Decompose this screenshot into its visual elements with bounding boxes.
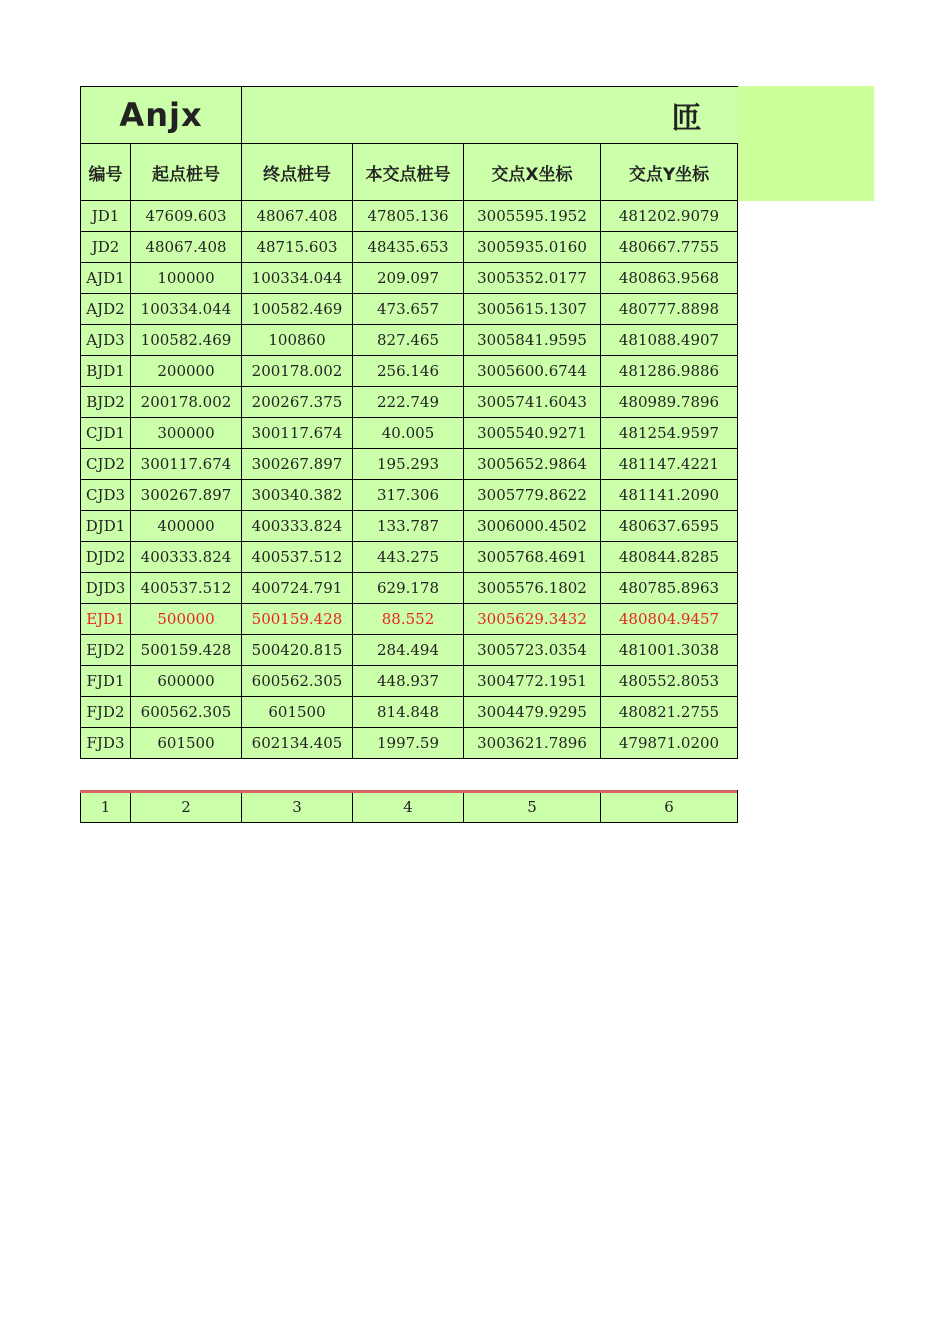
table-body bbox=[81, 201, 738, 759]
footer-index-cell[interactable]: 1 bbox=[81, 791, 131, 823]
title-fill-extension bbox=[737, 86, 874, 201]
cell-y-coordinate[interactable]: 480863.9568 bbox=[601, 263, 738, 294]
cell-y-coordinate[interactable]: 481141.2090 bbox=[601, 480, 738, 511]
cell-start-station[interactable]: 100334.044 bbox=[131, 294, 242, 325]
column-header-y-coordinate[interactable]: 交点Y坐标 bbox=[601, 144, 738, 201]
cell-start-station[interactable]: 100582.469 bbox=[131, 325, 242, 356]
title-left: Anjx bbox=[81, 87, 242, 144]
cell-x-coordinate[interactable]: 3005576.1802 bbox=[464, 573, 601, 604]
cell-y-coordinate[interactable]: 480989.7896 bbox=[601, 387, 738, 418]
column-header-x-coordinate[interactable]: 交点X坐标 bbox=[464, 144, 601, 201]
cell-id[interactable]: DJD2 bbox=[81, 542, 131, 573]
cell-intersection-station[interactable]: 443.275 bbox=[353, 542, 464, 573]
cell-start-station[interactable]: 600000 bbox=[131, 666, 242, 697]
table-row bbox=[81, 511, 738, 542]
table-row bbox=[81, 666, 738, 697]
cell-start-station[interactable]: 47609.603 bbox=[131, 201, 242, 232]
cell-x-coordinate[interactable]: 3005352.0177 bbox=[464, 263, 601, 294]
cell-end-station[interactable]: 48067.408 bbox=[242, 201, 353, 232]
table-row bbox=[81, 697, 738, 728]
cell-end-station[interactable]: 100582.469 bbox=[242, 294, 353, 325]
cell-intersection-station[interactable]: 317.306 bbox=[353, 480, 464, 511]
cell-y-coordinate[interactable]: 480785.8963 bbox=[601, 573, 738, 604]
cell-id[interactable]: CJD2 bbox=[81, 449, 131, 480]
cell-end-station[interactable]: 400333.824 bbox=[242, 511, 353, 542]
cell-start-station[interactable]: 100000 bbox=[131, 263, 242, 294]
cell-id[interactable]: AJD3 bbox=[81, 325, 131, 356]
cell-end-station[interactable]: 500159.428 bbox=[242, 604, 353, 635]
cell-y-coordinate[interactable]: 480821.2755 bbox=[601, 697, 738, 728]
cell-start-station[interactable]: 601500 bbox=[131, 728, 242, 759]
cell-y-coordinate[interactable]: 479871.0200 bbox=[601, 728, 738, 759]
cell-intersection-station[interactable]: 47805.136 bbox=[353, 201, 464, 232]
cell-intersection-station[interactable]: 48435.653 bbox=[353, 232, 464, 263]
cell-intersection-station[interactable]: 222.749 bbox=[353, 387, 464, 418]
cell-intersection-station[interactable]: 473.657 bbox=[353, 294, 464, 325]
cell-id[interactable]: CJD1 bbox=[81, 418, 131, 449]
table-row bbox=[81, 728, 738, 759]
cell-x-coordinate[interactable]: 3005741.6043 bbox=[464, 387, 601, 418]
cell-intersection-station[interactable]: 209.097 bbox=[353, 263, 464, 294]
table-row bbox=[81, 604, 738, 635]
cell-start-station[interactable]: 200178.002 bbox=[131, 387, 242, 418]
cell-y-coordinate[interactable]: 480844.8285 bbox=[601, 542, 738, 573]
cell-x-coordinate[interactable]: 3005841.9595 bbox=[464, 325, 601, 356]
cell-intersection-station[interactable]: 133.787 bbox=[353, 511, 464, 542]
table-row bbox=[81, 232, 738, 263]
cell-end-station[interactable]: 100860 bbox=[242, 325, 353, 356]
column-header-id[interactable]: 编号 bbox=[81, 144, 131, 201]
cell-end-station[interactable]: 600562.305 bbox=[242, 666, 353, 697]
cell-end-station[interactable]: 400537.512 bbox=[242, 542, 353, 573]
cell-id[interactable]: CJD3 bbox=[81, 480, 131, 511]
cell-x-coordinate[interactable]: 3005779.8622 bbox=[464, 480, 601, 511]
column-header-start-station[interactable]: 起点桩号 bbox=[131, 144, 242, 201]
cell-id[interactable]: EJD2 bbox=[81, 635, 131, 666]
cell-id[interactable]: FJD3 bbox=[81, 728, 131, 759]
cell-intersection-station[interactable]: 284.494 bbox=[353, 635, 464, 666]
cell-intersection-station[interactable]: 1997.59 bbox=[353, 728, 464, 759]
cell-x-coordinate[interactable]: 3004772.1951 bbox=[464, 666, 601, 697]
cell-id[interactable]: DJD3 bbox=[81, 573, 131, 604]
cell-y-coordinate[interactable]: 481088.4907 bbox=[601, 325, 738, 356]
footer-index-table bbox=[80, 790, 738, 823]
footer-index-row bbox=[81, 791, 738, 823]
column-header-end-station[interactable]: 终点桩号 bbox=[242, 144, 353, 201]
footer-index-cell[interactable]: 5 bbox=[464, 791, 601, 823]
cell-x-coordinate[interactable]: 3005629.3432 bbox=[464, 604, 601, 635]
cell-y-coordinate[interactable]: 481202.9079 bbox=[601, 201, 738, 232]
cell-x-coordinate[interactable]: 3005615.1307 bbox=[464, 294, 601, 325]
cell-end-station[interactable]: 300117.674 bbox=[242, 418, 353, 449]
footer-index-cell[interactable]: 2 bbox=[131, 791, 242, 823]
cell-y-coordinate[interactable]: 481001.3038 bbox=[601, 635, 738, 666]
cell-end-station[interactable]: 601500 bbox=[242, 697, 353, 728]
intersection-table bbox=[80, 86, 738, 759]
cell-x-coordinate[interactable]: 3005768.4691 bbox=[464, 542, 601, 573]
cell-start-station[interactable]: 600562.305 bbox=[131, 697, 242, 728]
footer-index-cell[interactable]: 4 bbox=[353, 791, 464, 823]
cell-end-station[interactable]: 300340.382 bbox=[242, 480, 353, 511]
cell-end-station[interactable]: 48715.603 bbox=[242, 232, 353, 263]
cell-id[interactable]: DJD1 bbox=[81, 511, 131, 542]
cell-intersection-station[interactable]: 448.937 bbox=[353, 666, 464, 697]
cell-end-station[interactable]: 300267.897 bbox=[242, 449, 353, 480]
cell-intersection-station[interactable]: 827.465 bbox=[353, 325, 464, 356]
cell-id[interactable]: AJD1 bbox=[81, 263, 131, 294]
table-row bbox=[81, 356, 738, 387]
table-row bbox=[81, 635, 738, 666]
cell-start-station[interactable]: 200000 bbox=[131, 356, 242, 387]
cell-x-coordinate[interactable]: 3005595.1952 bbox=[464, 201, 601, 232]
cell-intersection-station[interactable]: 814.848 bbox=[353, 697, 464, 728]
cell-y-coordinate[interactable]: 480637.6595 bbox=[601, 511, 738, 542]
cell-end-station[interactable]: 200178.002 bbox=[242, 356, 353, 387]
column-header-row bbox=[81, 144, 738, 201]
cell-x-coordinate[interactable]: 3005723.0354 bbox=[464, 635, 601, 666]
table-row bbox=[81, 480, 738, 511]
cell-id[interactable]: BJD2 bbox=[81, 387, 131, 418]
footer-index-cell[interactable]: 6 bbox=[601, 791, 738, 823]
cell-y-coordinate[interactable]: 480667.7755 bbox=[601, 232, 738, 263]
cell-end-station[interactable]: 602134.405 bbox=[242, 728, 353, 759]
table-row bbox=[81, 294, 738, 325]
cell-y-coordinate[interactable]: 481254.9597 bbox=[601, 418, 738, 449]
cell-start-station[interactable]: 300267.897 bbox=[131, 480, 242, 511]
table-row bbox=[81, 387, 738, 418]
cell-x-coordinate[interactable]: 3005540.9271 bbox=[464, 418, 601, 449]
cell-start-station[interactable]: 400000 bbox=[131, 511, 242, 542]
cell-x-coordinate[interactable]: 3003621.7896 bbox=[464, 728, 601, 759]
cell-start-station[interactable]: 500000 bbox=[131, 604, 242, 635]
cell-id[interactable]: JD1 bbox=[81, 201, 131, 232]
cell-x-coordinate[interactable]: 3005652.9864 bbox=[464, 449, 601, 480]
cell-id[interactable]: FJD2 bbox=[81, 697, 131, 728]
cell-intersection-station[interactable]: 40.005 bbox=[353, 418, 464, 449]
table-row bbox=[81, 418, 738, 449]
cell-y-coordinate[interactable]: 480777.8898 bbox=[601, 294, 738, 325]
footer-index-table-wrap bbox=[80, 790, 738, 823]
footer-red-rule bbox=[80, 790, 737, 793]
cell-intersection-station[interactable]: 256.146 bbox=[353, 356, 464, 387]
intersection-table-sheet bbox=[80, 86, 738, 759]
cell-x-coordinate[interactable]: 3004479.9295 bbox=[464, 697, 601, 728]
cell-id[interactable]: AJD2 bbox=[81, 294, 131, 325]
cell-end-station[interactable]: 500420.815 bbox=[242, 635, 353, 666]
table-row bbox=[81, 573, 738, 604]
title-row bbox=[81, 87, 738, 144]
cell-intersection-station[interactable]: 195.293 bbox=[353, 449, 464, 480]
cell-y-coordinate[interactable]: 480552.8053 bbox=[601, 666, 738, 697]
table-row bbox=[81, 542, 738, 573]
title-right: 匝 bbox=[242, 87, 738, 144]
cell-y-coordinate[interactable]: 480804.9457 bbox=[601, 604, 738, 635]
cell-intersection-station[interactable]: 88.552 bbox=[353, 604, 464, 635]
table-row bbox=[81, 263, 738, 294]
cell-x-coordinate[interactable]: 3006000.4502 bbox=[464, 511, 601, 542]
cell-id[interactable]: BJD1 bbox=[81, 356, 131, 387]
cell-start-station[interactable]: 400333.824 bbox=[131, 542, 242, 573]
table-row bbox=[81, 325, 738, 356]
cell-start-station[interactable]: 500159.428 bbox=[131, 635, 242, 666]
cell-y-coordinate[interactable]: 481147.4221 bbox=[601, 449, 738, 480]
cell-start-station[interactable]: 300000 bbox=[131, 418, 242, 449]
cell-end-station[interactable]: 100334.044 bbox=[242, 263, 353, 294]
table-row bbox=[81, 449, 738, 480]
cell-id[interactable]: FJD1 bbox=[81, 666, 131, 697]
table-row bbox=[81, 201, 738, 232]
cell-end-station[interactable]: 400724.791 bbox=[242, 573, 353, 604]
cell-id[interactable]: JD2 bbox=[81, 232, 131, 263]
cell-intersection-station[interactable]: 629.178 bbox=[353, 573, 464, 604]
cell-x-coordinate[interactable]: 3005600.6744 bbox=[464, 356, 601, 387]
column-header-intersection-station[interactable]: 本交点桩号 bbox=[353, 144, 464, 201]
cell-y-coordinate[interactable]: 481286.9886 bbox=[601, 356, 738, 387]
cell-start-station[interactable]: 400537.512 bbox=[131, 573, 242, 604]
cell-start-station[interactable]: 48067.408 bbox=[131, 232, 242, 263]
cell-end-station[interactable]: 200267.375 bbox=[242, 387, 353, 418]
footer-index-cell[interactable]: 3 bbox=[242, 791, 353, 823]
cell-x-coordinate[interactable]: 3005935.0160 bbox=[464, 232, 601, 263]
cell-id[interactable]: EJD1 bbox=[81, 604, 131, 635]
cell-start-station[interactable]: 300117.674 bbox=[131, 449, 242, 480]
